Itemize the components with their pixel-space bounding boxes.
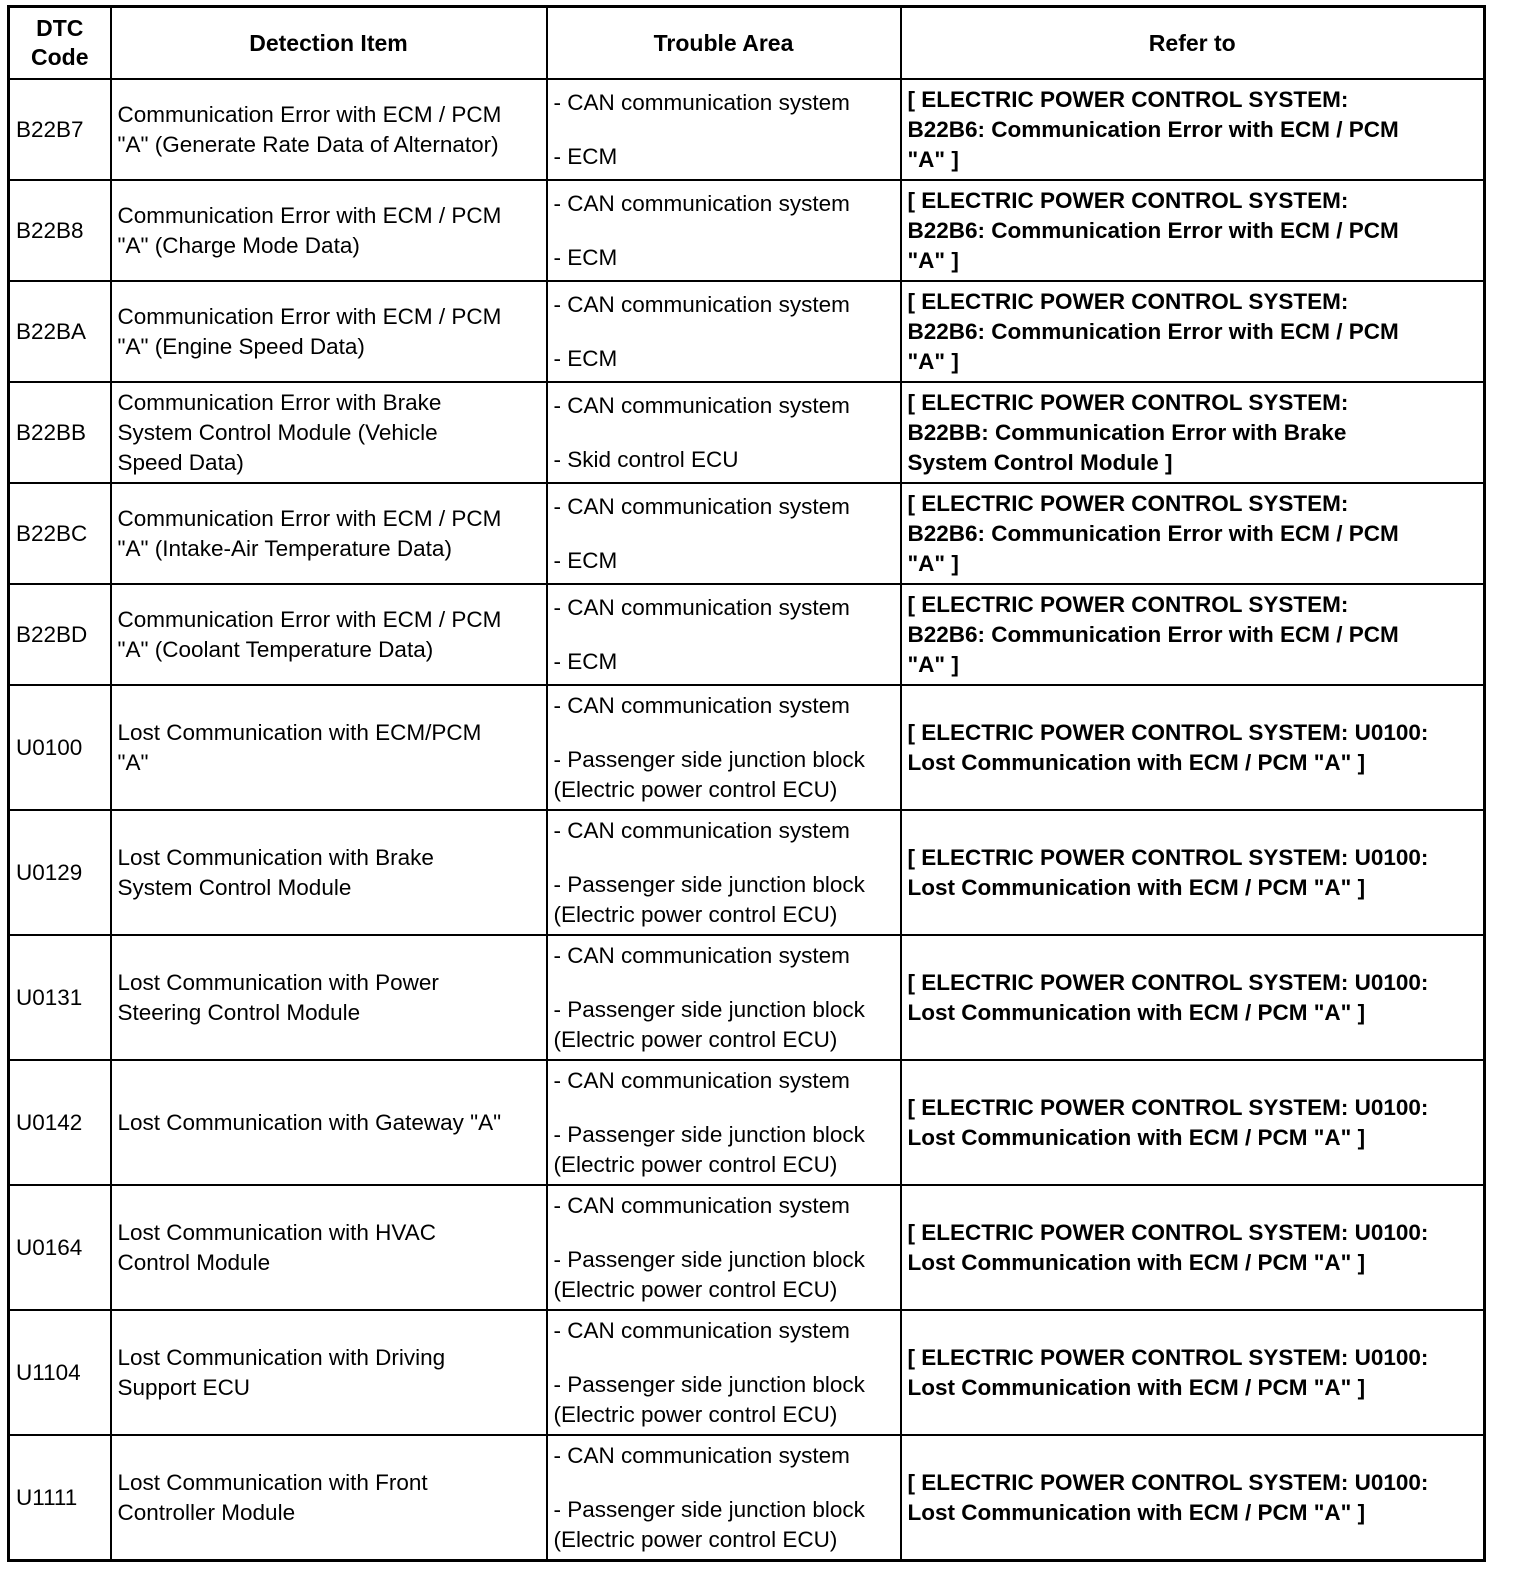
dtc-code-cell: B22B7 [9,79,111,180]
detection-item-cell [111,483,547,584]
refer-to-cell [901,180,1485,281]
refer-to-cell [901,281,1485,382]
refer-to-line: "A" ] [907,651,959,677]
detection-item-line: "A" (Charge Mode Data) [117,232,360,258]
detection-item-line: Support ECU [117,1374,251,1400]
refer-to-line: Lost Communication with ECM / PCM "A" ] [907,1374,1366,1400]
dtc-code-cell: B22B8 [9,180,111,281]
trouble-area-cell [547,483,901,584]
trouble-area-line: - Skid control ECU [553,446,739,472]
refer-to-cell [901,1060,1485,1185]
dtc-code-cell: U0131 [9,935,111,1060]
detection-item-cell [111,79,547,180]
trouble-area-line: - Passenger side junction block [553,1246,865,1272]
table-row [9,79,1485,180]
refer-to-line: Lost Communication with ECM / PCM "A" ] [907,1499,1366,1525]
refer-to-line: B22B6: Communication Error with ECM / PCM [907,116,1399,142]
table-row [9,382,1485,483]
detection-item-line: "A" (Coolant Temperature Data) [117,636,434,662]
refer-to-line: B22B6: Communication Error with ECM / PCM [907,318,1399,344]
refer-to-line: [ ELECTRIC POWER CONTROL SYSTEM: [907,288,1349,314]
trouble-area-line: - ECM [553,244,618,270]
trouble-area-line: - ECM [553,143,618,169]
dtc-table [7,5,1486,1562]
detection-item-line: Lost Communication with ECM/PCM [117,719,482,745]
header-refer-to: Refer to [901,7,1485,80]
trouble-area-line: (Electric power control ECU) [553,776,838,802]
trouble-area-line: - CAN communication system [553,190,850,216]
trouble-area-cell [547,281,901,382]
trouble-area-line: - CAN communication system [553,594,850,620]
refer-to-line: "A" ] [907,550,959,576]
trouble-area-line: - CAN communication system [553,817,850,843]
detection-item-line: Communication Error with Brake [117,389,442,415]
header-dtc-code [9,7,111,80]
trouble-area-cell [547,1185,901,1310]
detection-item-cell [111,685,547,810]
refer-to-line: "A" ] [907,247,959,273]
refer-to-line: [ ELECTRIC POWER CONTROL SYSTEM: U0100: [907,719,1429,745]
dtc-code-cell: U1104 [9,1310,111,1435]
refer-to-line: [ ELECTRIC POWER CONTROL SYSTEM: [907,490,1349,516]
refer-to-cell [901,483,1485,584]
detection-item-line: "A" [117,749,149,775]
header-dtc-code-line: Code [31,44,89,70]
refer-to-line: Lost Communication with ECM / PCM "A" ] [907,999,1366,1025]
trouble-area-line: - CAN communication system [553,291,850,317]
trouble-area-line: - CAN communication system [553,392,850,418]
refer-to-line: [ ELECTRIC POWER CONTROL SYSTEM: U0100: [907,844,1429,870]
refer-to-line: Lost Communication with ECM / PCM "A" ] [907,874,1366,900]
trouble-area-line: - CAN communication system [553,942,850,968]
trouble-area-line: - CAN communication system [553,89,850,115]
trouble-area-line: - Passenger side junction block [553,1121,865,1147]
refer-to-line: "A" ] [907,146,959,172]
dtc-code-cell: B22BC [9,483,111,584]
trouble-area-cell [547,1060,901,1185]
table-row [9,180,1485,281]
refer-to-line: [ ELECTRIC POWER CONTROL SYSTEM: [907,591,1349,617]
refer-to-line: [ ELECTRIC POWER CONTROL SYSTEM: [907,187,1349,213]
table-row [9,584,1485,685]
table-row [9,1185,1485,1310]
detection-item-line: Communication Error with ECM / PCM [117,303,502,329]
trouble-area-line: - CAN communication system [553,1317,850,1343]
trouble-area-line: (Electric power control ECU) [553,1151,838,1177]
trouble-area-cell [547,180,901,281]
trouble-area-line: - Passenger side junction block [553,1496,865,1522]
trouble-area-line: - Passenger side junction block [553,871,865,897]
trouble-area-line: - CAN communication system [553,1067,850,1093]
dtc-code-cell: U0129 [9,810,111,935]
table-row [9,935,1485,1060]
detection-item-cell [111,1060,547,1185]
trouble-area-line: (Electric power control ECU) [553,1401,838,1427]
refer-to-line: Lost Communication with ECM / PCM "A" ] [907,1249,1366,1275]
dtc-code-cell: B22BA [9,281,111,382]
detection-item-line: Lost Communication with Power [117,969,439,995]
trouble-area-cell [547,382,901,483]
trouble-area-cell [547,584,901,685]
detection-item-line: Steering Control Module [117,999,361,1025]
trouble-area-line: - Passenger side junction block [553,996,865,1022]
table-row [9,685,1485,810]
refer-to-line: [ ELECTRIC POWER CONTROL SYSTEM: [907,86,1349,112]
trouble-area-line: - ECM [553,547,618,573]
detection-item-cell [111,382,547,483]
refer-to-line: B22B6: Communication Error with ECM / PCM [907,520,1399,546]
refer-to-line: B22B6: Communication Error with ECM / PCM [907,217,1399,243]
detection-item-line: Lost Communication with Driving [117,1344,446,1370]
dtc-code-cell: B22BB [9,382,111,483]
detection-item-line: Communication Error with ECM / PCM [117,202,502,228]
trouble-area-cell [547,685,901,810]
trouble-area-line: (Electric power control ECU) [553,901,838,927]
trouble-area-cell [547,79,901,180]
refer-to-line: [ ELECTRIC POWER CONTROL SYSTEM: U0100: [907,969,1429,995]
refer-to-cell [901,685,1485,810]
refer-to-cell [901,584,1485,685]
detection-item-line: Controller Module [117,1499,296,1525]
refer-to-line: [ ELECTRIC POWER CONTROL SYSTEM: [907,389,1349,415]
refer-to-line: [ ELECTRIC POWER CONTROL SYSTEM: U0100: [907,1094,1429,1120]
refer-to-line: System Control Module ] [907,449,1173,475]
trouble-area-cell [547,810,901,935]
refer-to-line: Lost Communication with ECM / PCM "A" ] [907,749,1366,775]
refer-to-line: "A" ] [907,348,959,374]
refer-to-cell [901,1310,1485,1435]
header-trouble-area: Trouble Area [547,7,901,80]
detection-item-line: "A" (Generate Rate Data of Alternator) [117,131,499,157]
detection-item-cell [111,1435,547,1561]
table-row [9,483,1485,584]
dtc-code-cell: U0164 [9,1185,111,1310]
detection-item-line: Lost Communication with Front [117,1469,428,1495]
refer-to-line: Lost Communication with ECM / PCM "A" ] [907,1124,1366,1150]
refer-to-cell [901,1435,1485,1561]
detection-item-line: Communication Error with ECM / PCM [117,606,502,632]
trouble-area-line: - ECM [553,648,618,674]
dtc-code-cell: U1111 [9,1435,111,1561]
header-dtc-code-line: DTC [36,15,84,41]
trouble-area-line: - CAN communication system [553,493,850,519]
detection-item-cell [111,281,547,382]
detection-item-line: Speed Data) [117,449,244,475]
refer-to-line: B22BB: Communication Error with Brake [907,419,1347,445]
refer-to-cell [901,1185,1485,1310]
dtc-code-cell: U0100 [9,685,111,810]
detection-item-line: Lost Communication with Brake [117,844,434,870]
detection-item-cell [111,180,547,281]
trouble-area-line: (Electric power control ECU) [553,1526,838,1552]
table-row [9,281,1485,382]
table-row [9,810,1485,935]
detection-item-cell [111,584,547,685]
trouble-area-line: - ECM [553,345,618,371]
header-row [9,7,1485,80]
detection-item-line: Control Module [117,1249,271,1275]
header-detection-item: Detection Item [111,7,547,80]
detection-item-cell [111,1310,547,1435]
dtc-code-cell: B22BD [9,584,111,685]
trouble-area-line: - CAN communication system [553,692,850,718]
detection-item-line: Communication Error with ECM / PCM [117,505,502,531]
trouble-area-line: - Passenger side junction block [553,1371,865,1397]
trouble-area-line: - Passenger side junction block [553,746,865,772]
detection-item-cell [111,935,547,1060]
refer-to-line: [ ELECTRIC POWER CONTROL SYSTEM: U0100: [907,1469,1429,1495]
trouble-area-cell [547,935,901,1060]
dtc-code-cell: U0142 [9,1060,111,1185]
refer-to-cell [901,79,1485,180]
refer-to-line: [ ELECTRIC POWER CONTROL SYSTEM: U0100: [907,1219,1429,1245]
table-row [9,1060,1485,1185]
table-row [9,1310,1485,1435]
detection-item-line: System Control Module [117,874,352,900]
detection-item-line: Lost Communication with HVAC [117,1219,436,1245]
refer-to-cell [901,810,1485,935]
trouble-area-cell [547,1310,901,1435]
detection-item-cell [111,1185,547,1310]
table-row [9,1435,1485,1561]
detection-item-line: Communication Error with ECM / PCM [117,101,502,127]
detection-item-line: System Control Module (Vehicle [117,419,438,445]
trouble-area-line: (Electric power control ECU) [553,1026,838,1052]
table-body [9,79,1485,1561]
trouble-area-line: - CAN communication system [553,1442,850,1468]
refer-to-cell [901,935,1485,1060]
detection-item-cell [111,810,547,935]
detection-item-line: "A" (Engine Speed Data) [117,333,365,359]
refer-to-line: B22B6: Communication Error with ECM / PCM [907,621,1399,647]
trouble-area-cell [547,1435,901,1561]
refer-to-line: [ ELECTRIC POWER CONTROL SYSTEM: U0100: [907,1344,1429,1370]
detection-item-line: Lost Communication with Gateway "A" [117,1109,502,1135]
trouble-area-line: (Electric power control ECU) [553,1276,838,1302]
trouble-area-line: - CAN communication system [553,1192,850,1218]
refer-to-cell [901,382,1485,483]
detection-item-line: "A" (Intake-Air Temperature Data) [117,535,452,561]
